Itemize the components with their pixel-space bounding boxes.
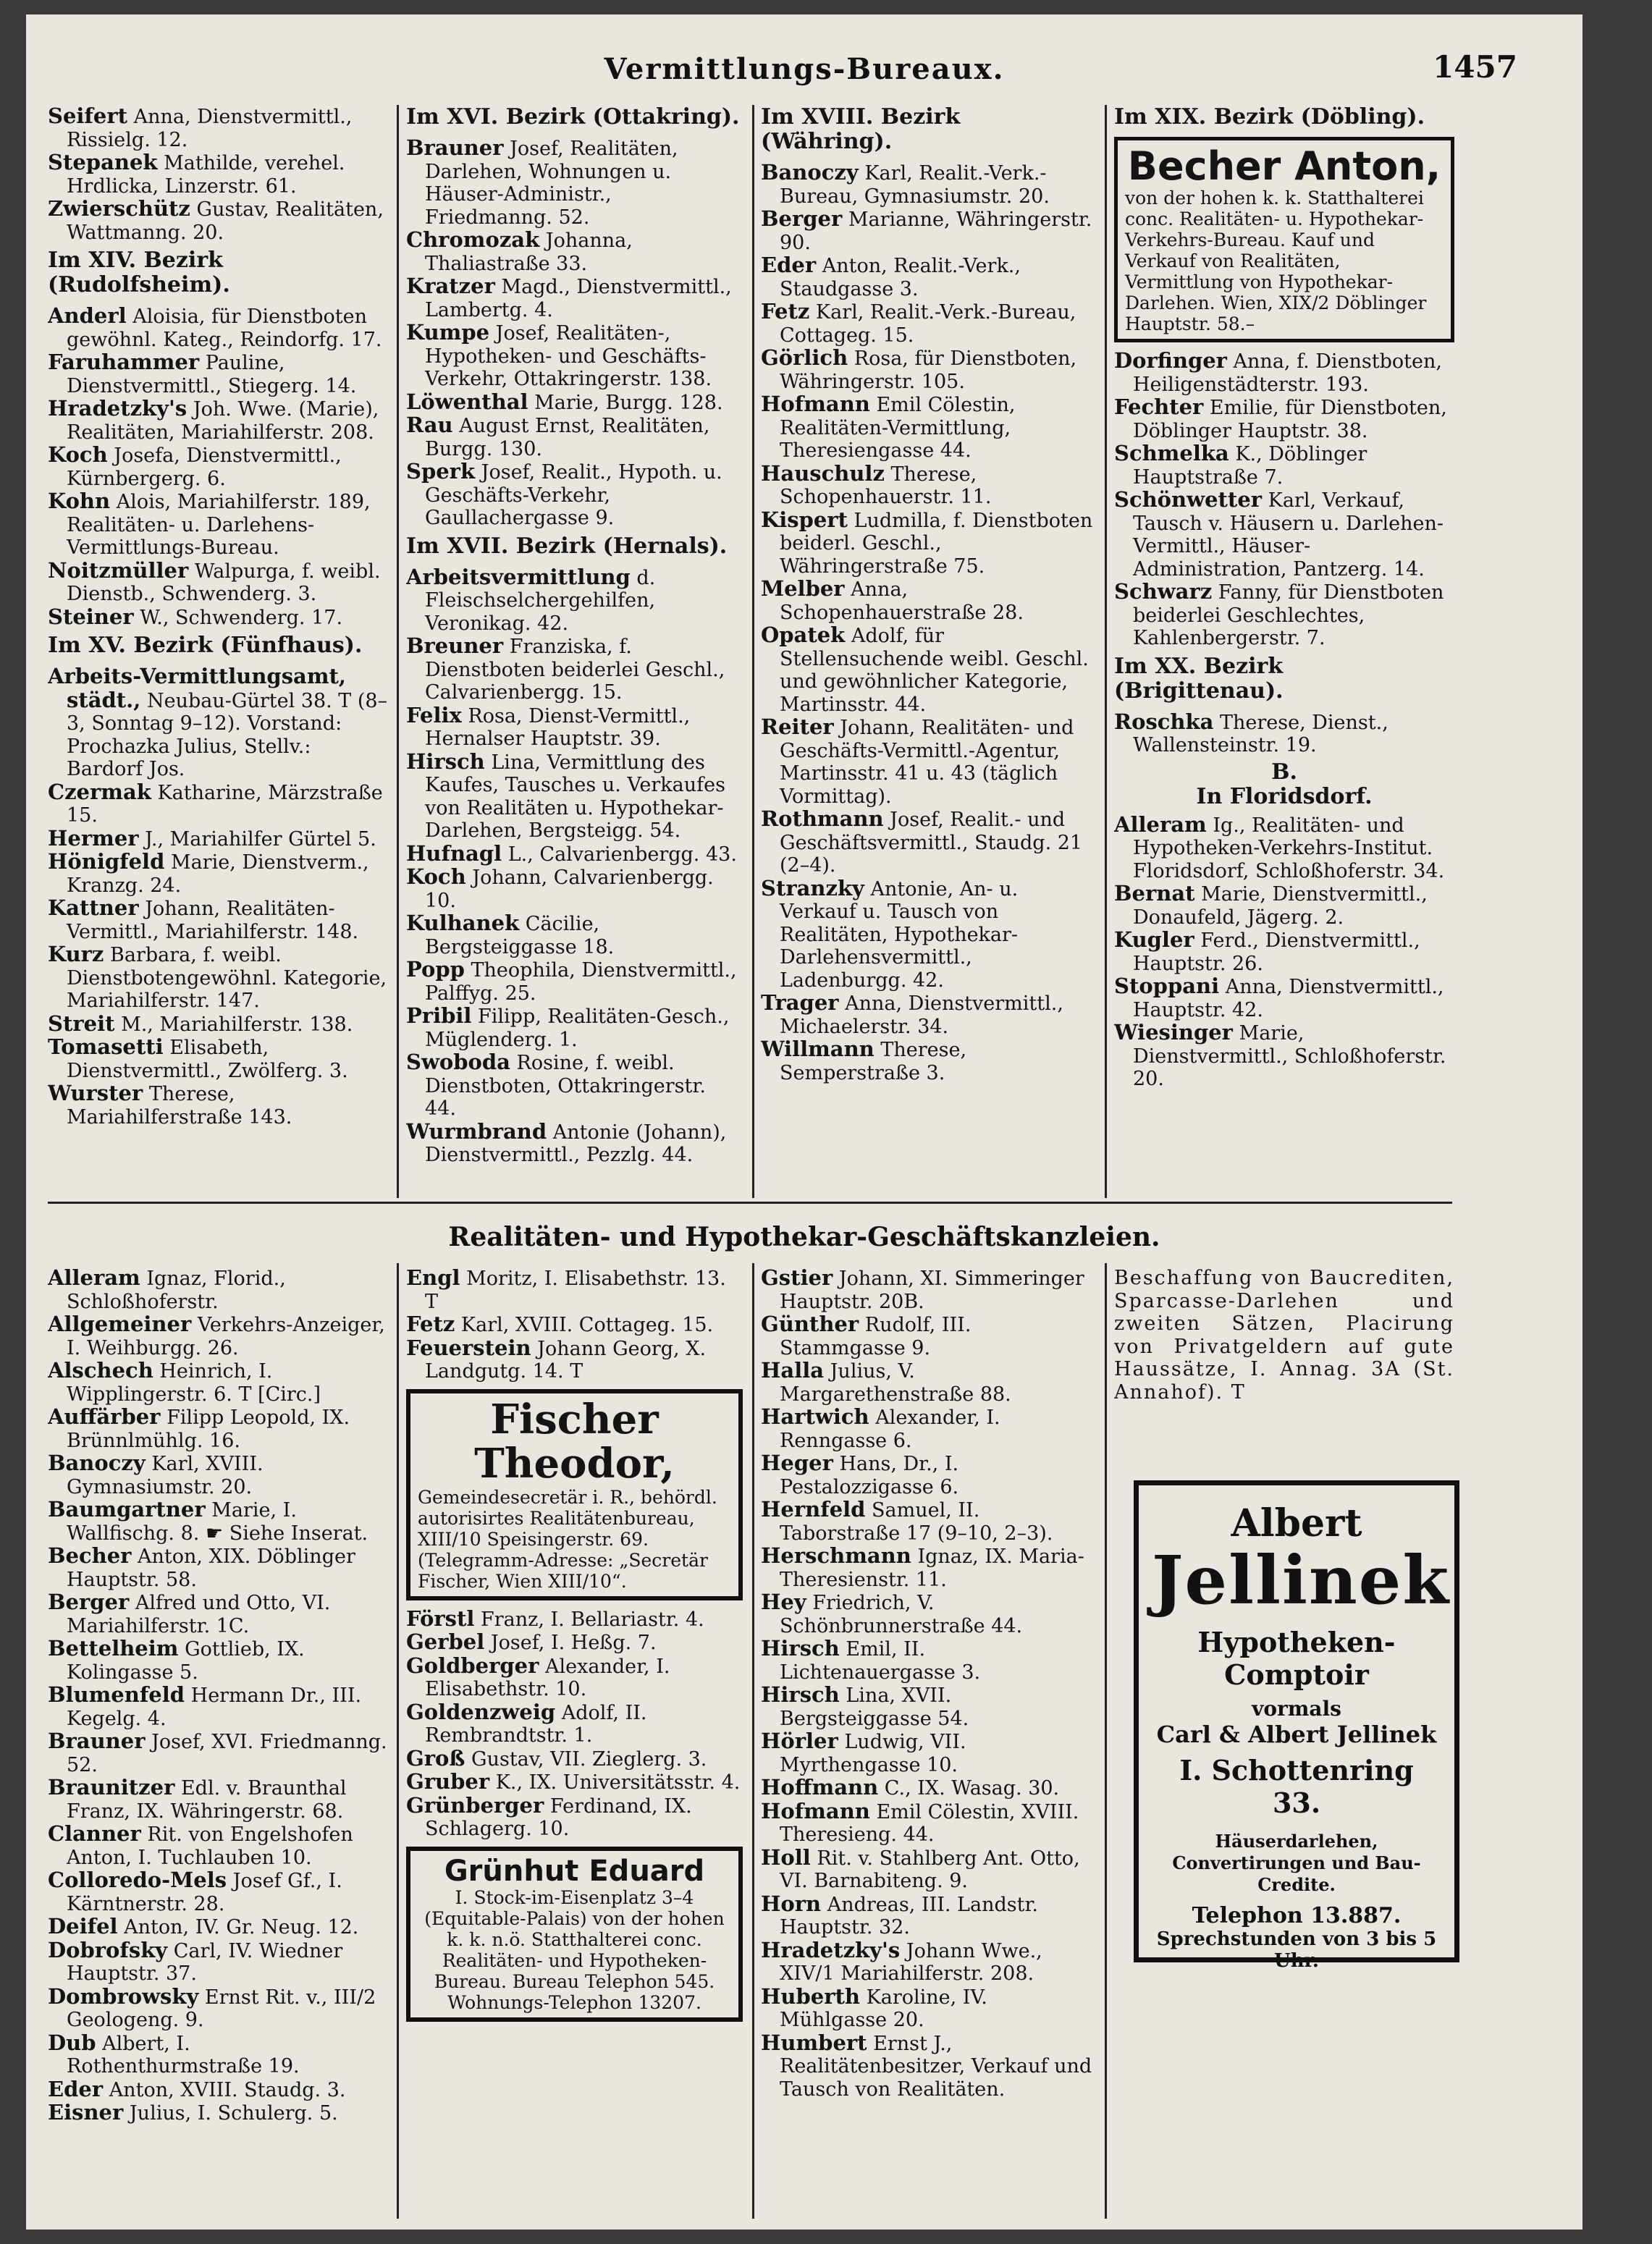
ad-line: Carl & Albert Jellinek [1156, 1720, 1437, 1748]
list-item: Auffärber Filipp Leopold, IX. Brünnlmühlg. 16. [48, 1404, 350, 1452]
list-item: Kumpe Josef, Realitäten-, Hypotheken- und Geschäfts-Verkehr, Ottakringerstr. 138. [406, 320, 712, 390]
list-item: Clanner Rit. von Engelshofen Anton, I. Tuchlauben 10. [48, 1821, 353, 1869]
list-item: Zwierschütz Gustav, Realitäten, Wattmanng. 20. [48, 196, 384, 244]
list-item: Fetz Karl, XVIII. Cottageg. 15. [406, 1312, 714, 1336]
ad-name: Jellinek [1152, 1541, 1451, 1619]
page-title: Vermittlungs-Bureaux. [604, 52, 1005, 86]
list-item: Popp Theophila, Dienstvermittl., Palffyg. 25. [406, 957, 737, 1005]
list-item: Felix Rosa, Dienst-Vermittl., Hernalser Hauptstr. 39. [406, 702, 691, 750]
list-item: Steiner W., Schwenderg. 17. [48, 604, 343, 629]
list-item: Braunitzer Edl. v. Braunthal Franz, IX. Währingerstr. 68. [48, 1775, 347, 1823]
district-heading: Im XVIII. Bezirk (Währing). [761, 105, 961, 154]
list-item: Gerbel Josef, I. Heßg. 7. [406, 1629, 657, 1655]
list-item: Tomasetti Elisabeth, Dienstvermittl., Zwölferg. 3. [48, 1034, 348, 1082]
list-item: Holl Rit. v. Stahlberg Ant. Otto, VI. Barnabiteng. 9. [761, 1844, 1080, 1892]
column-rule [397, 1263, 399, 2219]
list-item: Wurmbrand Antonie (Johann), Dienstvermittl., Pezzlg. 44. [406, 1118, 727, 1166]
list-item: Grünberger Ferdinand, IX. Schlagerg. 10. [406, 1792, 692, 1841]
list-item: Humbert Ernst J., Realitätenbesitzer, Verkauf und Tausch von Realitäten. [761, 2030, 1092, 2101]
intro-text: Beschaffung von Baucrediten, Sparcasse-Darlehen und zweiten Sätzen, Placirung von Privatgeldern auf gute Haussätze, I. Annag. 3A (St. Annahof). T [1114, 1267, 1454, 1404]
ad-text: von der hohen k. k. Statthalterei conc. Realitäten- u. Hypothekar-Verkehrs-Bureau. Kauf und Verkauf von Realitäten, Vermittlung von Hypothekar-Darlehen. Wien, XIX/2 Döblinger Hauptstr. 58.– [1125, 187, 1427, 335]
list-item: Brauner Josef, Realitäten, Darlehen, Wohnungen u. Häuser-Administr., Friedmanng. 52. [406, 135, 678, 229]
list-item: Dub Albert, I. Rothenthurmstraße 19. [48, 2030, 300, 2078]
list-item: Hirsch Emil, II. Lichtenauergasse 3. [761, 1636, 981, 1684]
list-item: Banoczy Karl, XVIII. Gymnasiumstr. 20. [48, 1451, 264, 1498]
list-item: Hoffmann C., IX. Wasag. 30. [761, 1775, 1060, 1800]
list-item: Hofmann Emil Cölestin, XVIII. Theresieng. 44. [761, 1798, 1079, 1846]
list-item: Kurz Barbara, f. weibl. Dienstbotengewöhnl. Kategorie, Mariahilferstr. 147. [48, 942, 387, 1012]
list-item: Anderl Aloisia, für Dienstboten gewöhnl. Kateg., Reindorfg. 17. [48, 303, 382, 351]
list-item: Hönigfeld Marie, Dienstverm., Kranzg. 24. [48, 849, 369, 897]
list-item: Schwarz Fanny, für Dienstboten beiderlei Geschlechtes, Kahlenbergerstr. 7. [1114, 579, 1444, 650]
list-item: Baumgartner Marie, I. Wallfischg. 8. ☛ Siehe Inserat. [48, 1497, 368, 1545]
list-item: Gruber K., IX. Universitätsstr. 4. [406, 1769, 741, 1794]
list-item: Engl Moritz, I. Elisabethstr. 13. T [406, 1267, 726, 1313]
list-item: Streit M., Mariahilferstr. 138. [48, 1011, 353, 1036]
ad-hours: Sprechstunden von 3 bis 5 Uhr. [1156, 1928, 1437, 1972]
list-item: Eder Anton, Realit.-Verk., Staudgasse 3. [761, 253, 1021, 300]
list-item: Alschech Heinrich, I. Wipplingerstr. 6. T [Circ.] [48, 1358, 321, 1406]
list-item: Rothmann Josef, Realit.- und Geschäftsvermittl., Staudg. 21 (2–4). [761, 806, 1083, 877]
list-item: Becher Anton, XIX. Döblinger Hauptstr. 58. [48, 1543, 355, 1591]
list-item: Gstier Johann, XI. Simmeringer Hauptstr. 20B. [761, 1267, 1084, 1313]
section2-column-2 [406, 1267, 743, 2219]
list-item: Stoppani Anna, Dienstvermittl., Hauptstr. 42. [1114, 974, 1444, 1021]
list-item: Kugler Ferd., Dienstvermittl., Hauptstr. 26. [1114, 927, 1420, 975]
list-item: Hofmann Emil Cölestin, Realitäten-Vermittlung, Theresiengasse 44. [761, 392, 1016, 462]
ad-name: Becher Anton, [1127, 143, 1441, 189]
list-item: Kattner Johann, Realitäten-Vermittl., Mariahilferstr. 148. [48, 895, 359, 943]
list-item: Seifert Anna, Dienstvermittl., Rissielg. 12. [48, 105, 353, 151]
list-item: Görlich Rosa, für Dienstboten, Währingerstr. 105. [761, 345, 1077, 393]
list-item: Löwenthal Marie, Burgg. 128. [406, 389, 723, 414]
list-item: Kispert Ludmilla, f. Dienstboten beiderl. Geschl., Währingerstraße 75. [761, 507, 1093, 578]
list-item: Hirsch Lina, XVII. Bergsteiggasse 54. [761, 1682, 969, 1730]
list-item: Allgemeiner Verkehrs-Anzeiger, I. Weihburgg. 26. [48, 1312, 385, 1359]
column-rule [1105, 1263, 1107, 2219]
list-item: Berger Marianne, Währingerstr. 90. [761, 206, 1092, 254]
list-item: Hartwich Alexander, I. Renngasse 6. [761, 1404, 1000, 1452]
column-3 [761, 105, 1095, 1198]
list-item: Berger Alfred und Otto, VI. Mariahilferstr. 1C. [48, 1590, 331, 1637]
list-item: Goldberger Alexander, I. Elisabethstr. 10. [406, 1653, 670, 1701]
list-item: Hufnagl L., Calvarienbergg. 43. [406, 840, 737, 866]
list-item: Trager Anna, Dienstvermittl., Michaelerstr. 34. [761, 990, 1063, 1038]
list-item: Chromozak Johanna, Thaliastraße 33. [406, 227, 633, 275]
section-title: Realitäten- und Hypothekar-Geschäftskanzleien. [448, 1222, 1160, 1252]
ad-name: Grünhut Eduard [444, 1854, 705, 1888]
list-item: Wurster Therese, Mariahilferstraße 143. [48, 1081, 292, 1129]
list-item: Alleram Ignaz, Florid., Schloßhoferstr. [48, 1267, 286, 1313]
ad-text: Gemeindesecretär i. R., behördl. autorisirtes Realitätenbureau, XIII/10 Speisingerstr. 69. (Telegramm-Adresse: „Secretär Fischer, Wien XIII/10“. [418, 1486, 717, 1592]
list-item: Hörler Ludwig, VII. Myrthengasse 10. [761, 1729, 966, 1776]
district-heading: Im XIV. Bezirk (Rudolfsheim). [48, 248, 230, 298]
list-item: Wiesinger Marie, Dienstvermittl., Schloßhoferstr. 20. [1114, 1020, 1446, 1091]
district-heading: Im XVII. Bezirk (Hernals). [406, 533, 728, 559]
list-item: Blumenfeld Hermann Dr., III. Kegelg. 4. [48, 1682, 362, 1730]
advertisement-jellinek [1134, 1480, 1459, 1972]
advertisement-fischer [406, 1389, 743, 1600]
list-item: Fetz Karl, Realit.-Verk.-Bureau, Cottageg. 15. [761, 299, 1076, 347]
list-item: Dombrowsky Ernst Rit. v., III/2 Geologeng. 9. [48, 1983, 376, 2031]
list-item: Roschka Therese, Dienst., Wallensteinstr. 19. [1114, 709, 1388, 757]
list-item: Günther Rudolf, III. Stammgasse 9. [761, 1312, 972, 1359]
list-item: Pribil Filipp, Realitäten-Gesch., Müglenderg. 1. [406, 1003, 730, 1051]
ad-phone: Telephon 13.887. [1192, 1902, 1402, 1928]
list-item: Eisner Julius, I. Schulerg. 5. [48, 2100, 338, 2125]
list-item: Arbeitsvermittlung d. Fleischselchergehilfen, Veronikag. 42. [406, 564, 656, 635]
section-rule [48, 1202, 1452, 1204]
list-item: Dobrofsky Carl, IV. Wiedner Hauptstr. 37. [48, 1937, 343, 1985]
list-item: Förstl Franz, I. Bellariastr. 4. [406, 1606, 704, 1631]
section2-column-1 [48, 1267, 388, 2219]
list-item: Kulhanek Cäcilie, Bergsteiggasse 18. [406, 911, 615, 958]
list-item: Alleram Ig., Realitäten- und Hypotheken-Verkehrs-Institut. Floridsdorf, Schloßhoferstr. 34. [1114, 811, 1445, 882]
list-item: Hradetzky's Joh. Wwe. (Marie), Realitäten, Mariahilferstr. 208. [48, 396, 379, 444]
column-4 [1114, 105, 1454, 1198]
list-item: Brauner Josef, XVI. Friedmanng. 52. [48, 1729, 387, 1776]
advertisement-becher [1114, 137, 1454, 342]
list-item: Feuerstein Johann Georg, X. Landgutg. 14. T [406, 1335, 707, 1383]
list-item: Stepanek Mathilde, verehel. Hrdlicka, Linzerstr. 61. [48, 150, 345, 198]
ad-line: Häuserdarlehen, Convertirungen und Bau-Credite. [1172, 1830, 1421, 1895]
list-item: Horn Andreas, III. Landstr. Hauptstr. 32. [761, 1891, 1038, 1939]
section2-column-3 [761, 1267, 1095, 2219]
list-item: Reiter Johann, Realitäten- und Geschäfts-Vermittl.-Agentur, Martinsstr. 41 u. 43 (täglich Vormittag). [761, 714, 1074, 808]
column-rule [1105, 105, 1107, 1198]
list-item: Dorfinger Anna, f. Dienstboten, Heiligenstädterstr. 193. [1114, 348, 1442, 396]
list-item: Hey Friedrich, V. Schönbrunnerstraße 44. [761, 1590, 1023, 1637]
list-item: Bernat Marie, Dienstvermittl., Donaufeld, Jägerg. 2. [1114, 881, 1428, 929]
district-heading: In Floridsdorf. [1196, 783, 1373, 809]
list-item: Huberth Karoline, IV. Mühlgasse 20. [761, 1983, 987, 2031]
list-item: Fechter Emilie, für Dienstboten, Döblinger Hauptstr. 38. [1114, 395, 1447, 442]
ad-name: Fischer Theodor, [474, 1395, 675, 1488]
ad-address: I. Schottenring 33. [1179, 1753, 1414, 1819]
list-item: Kratzer Magd., Dienstvermittl., Lambertg. 4. [406, 274, 732, 321]
list-item: Rau August Ernst, Realitäten, Burgg. 130. [406, 413, 710, 460]
list-item: Deifel Anton, IV. Gr. Neug. 12. [48, 1914, 359, 1939]
district-heading: Im XX. Bezirk (Brigittenau). [1114, 653, 1284, 704]
list-item: Hauschulz Therese, Schopenhauerstr. 11. [761, 460, 992, 508]
section-letter: B. [1271, 759, 1297, 785]
list-item: Hradetzky's Johann Wwe., XIV/1 Mariahilferstr. 208. [761, 1937, 1042, 1985]
list-item: Melber Anna, Schopenhauerstraße 28. [761, 576, 1024, 624]
list-item: Noitzmüller Walpurga, f. weibl. Dienstb., Schwenderg. 3. [48, 557, 381, 605]
list-item: Schmelka K., Döblinger Hauptstraße 7. [1114, 441, 1367, 489]
list-item: Colloredo-Mels Josef Gf., I. Kärntnerstr. 28. [48, 1868, 342, 1915]
list-item: Groß Gustav, VII. Zieglerg. 3. [406, 1745, 707, 1771]
column-rule [397, 105, 399, 1198]
list-item: Heger Hans, Dr., I. Pestalozzigasse 6. [761, 1451, 959, 1498]
district-heading: Im XV. Bezirk (Fünfhaus). [48, 633, 363, 658]
column-2 [406, 105, 743, 1198]
page-number: 1457 [1433, 49, 1517, 85]
list-item: Swoboda Rosine, f. weibl. Dienstboten, Ottakringerstr. 44. [406, 1050, 706, 1120]
list-item: Halla Julius, V. Margarethenstraße 88. [761, 1358, 1011, 1406]
list-item: Banoczy Karl, Realit.-Verk.-Bureau, Gymnasiumstr. 20. [761, 160, 1050, 208]
list-item: Goldenzweig Adolf, II. Rembrandtstr. 1. [406, 1699, 647, 1747]
list-item: Eder Anton, XVIII. Staudg. 3. [48, 2076, 346, 2101]
list-item: Czermak Katharine, Märzstraße 15. [48, 779, 383, 827]
list-item: Breuner Franziska, f. Dienstboten beiderlei Geschl., Calvarienbergg. 15. [406, 633, 725, 704]
list-item: Schönwetter Karl, Verkauf, Tausch v. Häusern u. Darlehen-Vermittl., Häuser-Administration, Pantzerg. 14. [1114, 487, 1444, 581]
district-heading: Im XIX. Bezirk (Döbling). [1114, 105, 1425, 130]
list-item: Hermer J., Mariahilfer Gürtel 5. [48, 825, 376, 851]
column-1 [48, 105, 388, 1198]
list-item: Faruhammer Pauline, Dienstvermittl., Stiegerg. 14. [48, 350, 357, 397]
advertisement-gruenhut [406, 1847, 743, 2022]
list-item: Stranzky Antonie, An- u. Verkauf u. Tausch von Realitäten, Hypothekar-Darlehensvermittl., Ladenburgg. 42. [761, 875, 1019, 992]
directory-page [26, 14, 1583, 2230]
list-item: Bettelheim Gottlieb, IX. Kolingasse 5. [48, 1636, 305, 1684]
district-heading: Im XVI. Bezirk (Ottakring). [406, 105, 740, 130]
list-item: Kohn Alois, Mariahilferstr. 189, Realitäten- u. Darlehens-Vermittlungs-Bureau. [48, 489, 371, 559]
column-rule [752, 1263, 754, 2219]
ad-text: I. Stock-im-Eisenplatz 3–4 (Equitable-Palais) von der hohen k. k. n.ö. Statthalterei conc. Realitäten- und Hypotheken-Bureau. Bureau Telephon 545. Wohnungs-Telephon 13207. [424, 1886, 725, 2013]
list-item: Willmann Therese, Semperstraße 3. [761, 1037, 967, 1084]
ad-line: Comptoir [1224, 1658, 1369, 1691]
list-item: Arbeits-Vermittlungsamt, städt., Neubau-Gürtel 38. T (8–3, Sonntag 9–12). Vorstand: Prochazka Julius, Stellv.: Bardorf Jos. [48, 664, 388, 780]
ad-line: Albert [1231, 1501, 1362, 1545]
list-item: Koch Johann, Calvarienbergg. 10. [406, 864, 714, 912]
ad-line: vormals [1252, 1696, 1341, 1721]
column-rule [752, 105, 754, 1198]
list-item: Koch Josefa, Dienstvermittl., Kürnbergerg. 6. [48, 442, 342, 490]
list-item: Sperk Josef, Realit., Hypoth. u. Geschäfts-Verkehr, Gaullachergasse 9. [406, 459, 722, 529]
list-item: Opatek Adolf, für Stellensuchende weibl. Geschl. und gewöhnlicher Kategorie, Martinsstr. 44. [761, 623, 1089, 716]
list-item: Hirsch Lina, Vermittlung des Kaufes, Tausches u. Verkaufes von Realitäten u. Hypothekar-Darlehen, Bergsteigg. 54. [406, 748, 725, 842]
list-item: Hernfeld Samuel, II. Taborstraße 17 (9–10, 2–3). [761, 1497, 1053, 1545]
ad-line: Hypotheken- [1197, 1625, 1396, 1658]
list-item: Herschmann Ignaz, IX. Maria-Theresienstr. 11. [761, 1543, 1084, 1591]
